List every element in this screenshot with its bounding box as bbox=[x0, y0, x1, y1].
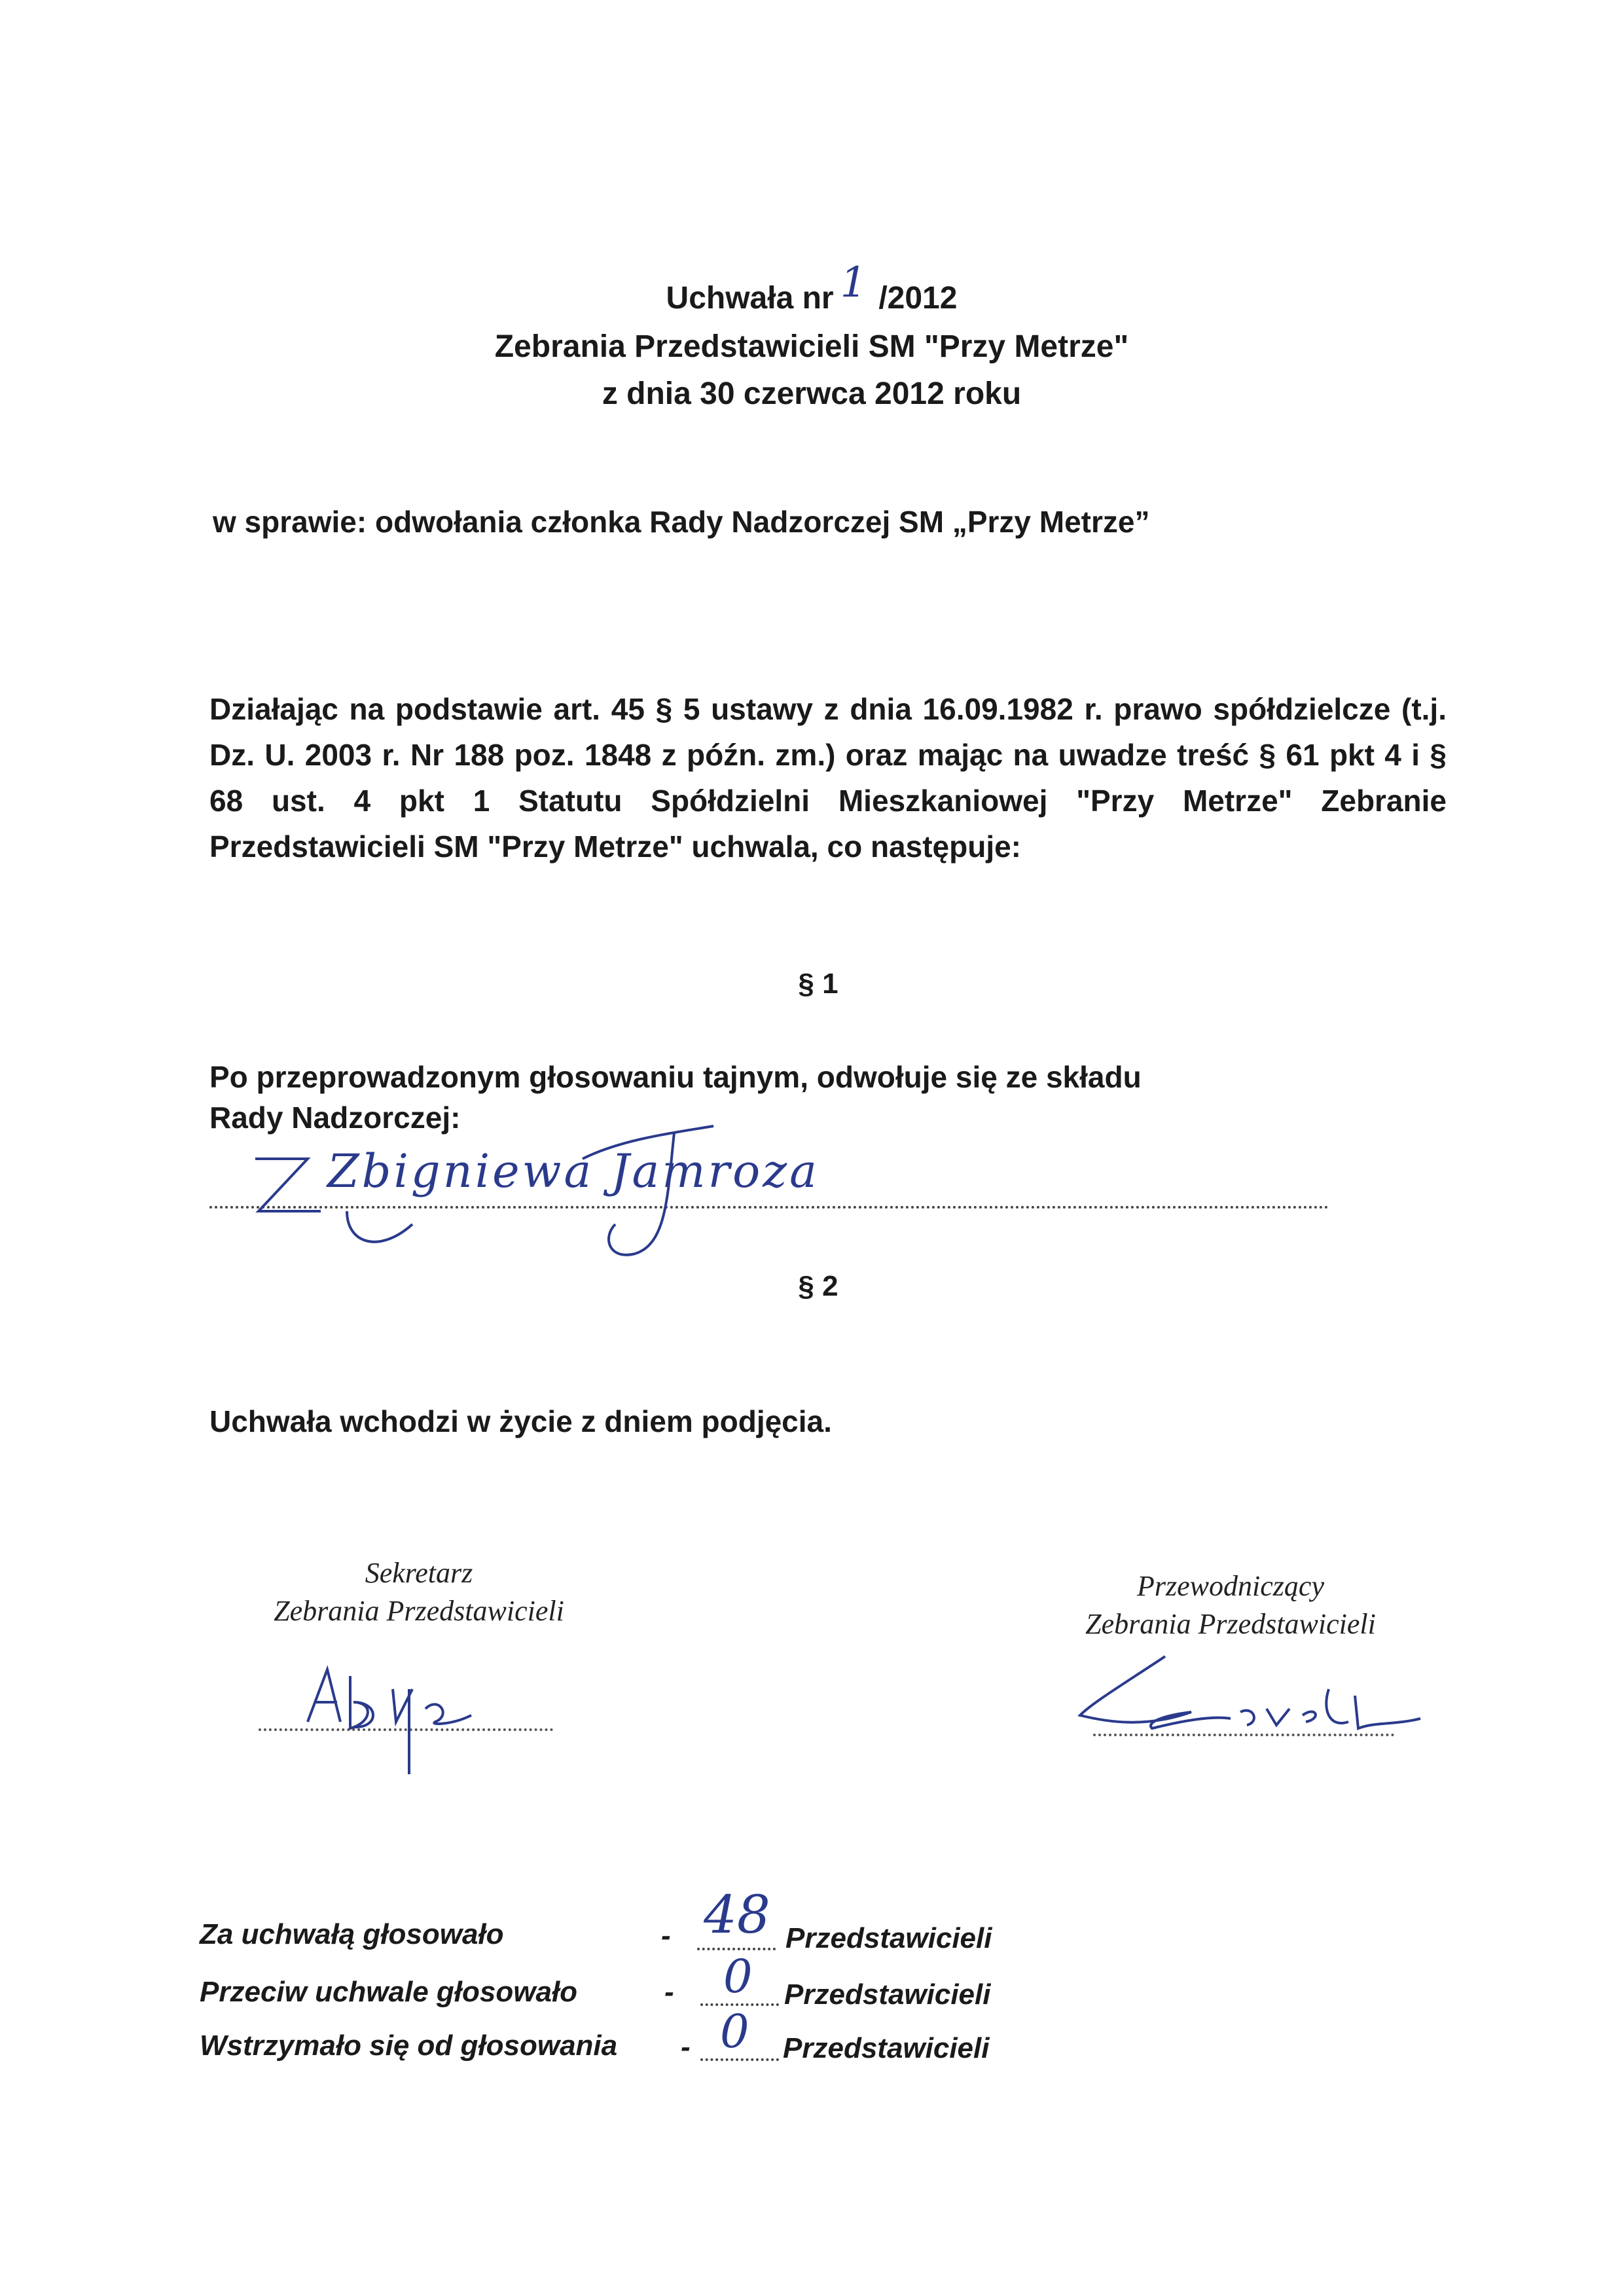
title-line-2: Zebrania Przedstawicieli SM "Przy Metrze" bbox=[494, 329, 1129, 364]
vote-for-count: 48 bbox=[704, 1884, 770, 1945]
vote-for-dash: - bbox=[661, 1920, 671, 1952]
title-line-3: z dnia 30 czerwca 2012 roku bbox=[602, 376, 1022, 411]
vote-abstain-label: Wstrzymało się od głosowania bbox=[200, 2030, 618, 2062]
body-paragraph: Działając na podstawie art. 45 § 5 ustawy z dnia 16.09.1982 r. prawo spółdzielcze (t.j. Dz. U. 2003 r. Nr 188 poz. 1848 z późn. zm.) oraz mając na uwadze treść § 61 pkt 4 i § 68 ust. 4 pkt 1 Statutu Spółdzielni Mieszkaniowej "Przy Metrze" Zebranie Przedstawicieli SM "Przy Metrze" uchwala, co następuje: bbox=[209, 692, 1447, 864]
handwritten-name: Zbigniewa Jamroza bbox=[327, 1144, 820, 1198]
section-2-heading: § 2 bbox=[798, 1270, 838, 1302]
chairman-signature bbox=[1067, 1643, 1433, 1761]
vote-abstain-unit: Przedstawicieli bbox=[783, 2032, 990, 2064]
secretary-title: Sekretarz Zebrania Przedstawicieli bbox=[274, 1557, 564, 1627]
vote-against-count: 0 bbox=[723, 1950, 753, 2003]
section-1-text-line-1: Po przeprowadzonym głosowaniu tajnym, odwołuje się ze składu bbox=[209, 1060, 1142, 1094]
vote-abstain-dots bbox=[700, 2058, 779, 2061]
vote-for-label: Za uchwałą głosowało bbox=[200, 1918, 504, 1950]
vote-abstain-count: 0 bbox=[720, 2005, 749, 2058]
vote-against-label: Przeciw uchwale głosowało bbox=[200, 1976, 578, 2008]
vote-against-dash: - bbox=[664, 1976, 674, 2008]
chairman-title: Przewodniczący Zebrania Przedstawicieli bbox=[1085, 1570, 1376, 1640]
vote-against-unit: Przedstawicieli bbox=[784, 1978, 991, 2011]
section-1-text-line-2: Rady Nadzorczej: bbox=[209, 1101, 461, 1135]
section-1-heading: § 1 bbox=[798, 968, 838, 1000]
subject-line: w sprawie: odwołania członka Rady Nadzorczej SM „Przy Metrze” bbox=[213, 505, 1150, 539]
handwritten-number: 1 bbox=[840, 259, 867, 307]
vote-abstain-dash: - bbox=[681, 2031, 691, 2063]
section-2-text: Uchwała wchodzi w życie z dniem podjęcia. bbox=[209, 1404, 832, 1438]
title-line-1: Uchwała nr 1 /2012 bbox=[666, 259, 958, 316]
secretary-signature bbox=[288, 1650, 511, 1781]
vote-for-unit: Przedstawicieli bbox=[785, 1922, 992, 1954]
